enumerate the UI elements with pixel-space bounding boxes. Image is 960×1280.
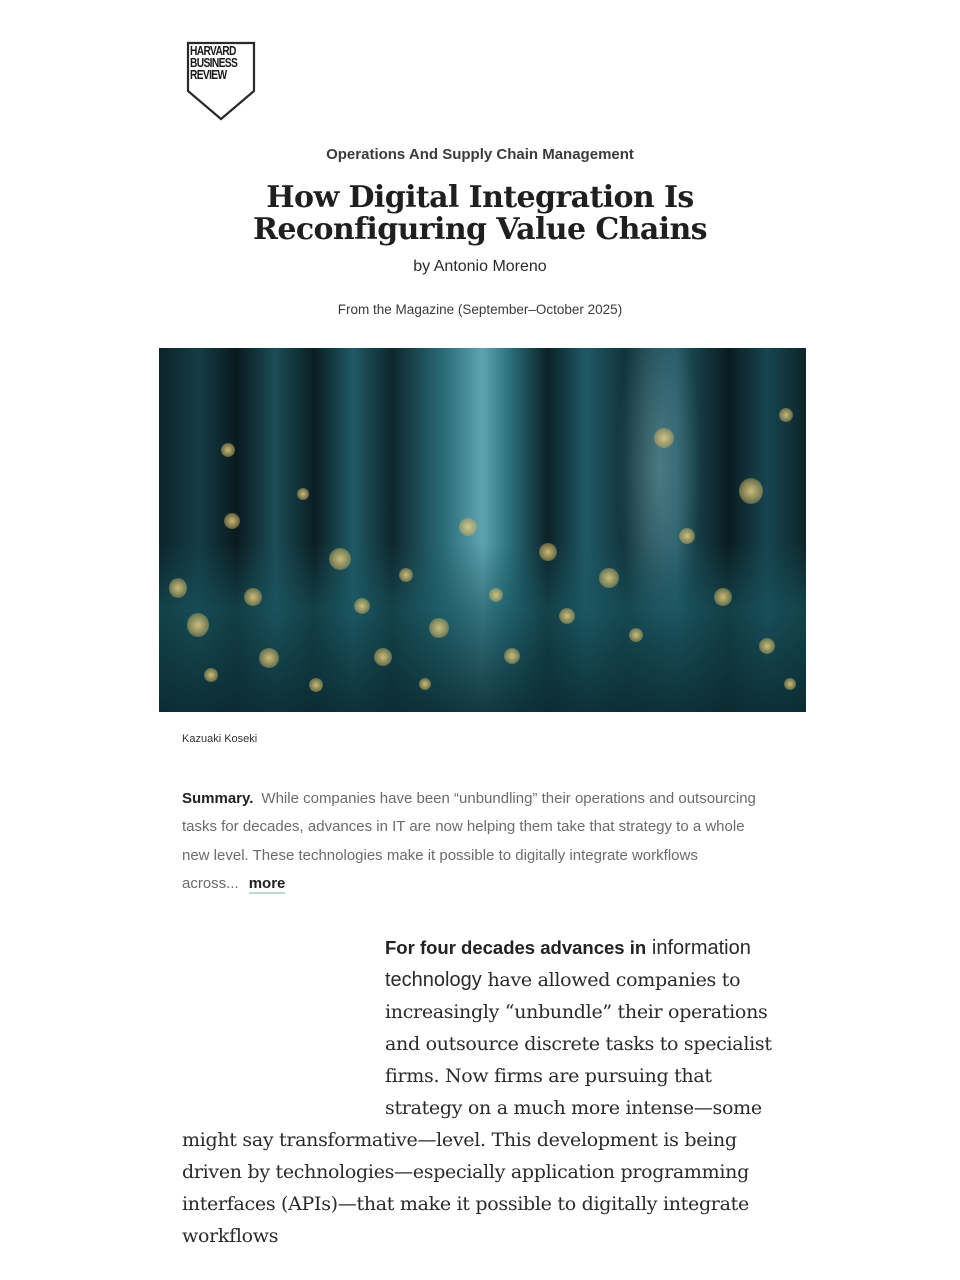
article-summary bbox=[182, 785, 762, 898]
article-title bbox=[0, 182, 960, 246]
bokeh-light bbox=[504, 648, 520, 664]
bokeh-light bbox=[714, 588, 732, 606]
bokeh-light bbox=[599, 568, 619, 588]
summary-text: While companies have been “unbundling” their operations and outsourcing tasks for decades, advances in IT are now helping them take that strategy to a whole new level. These technologies make it possible to digitally integrate workflows across... bbox=[182, 790, 756, 892]
body-indent-spacer bbox=[182, 932, 385, 1124]
logo-line-business: BUSINESS bbox=[190, 56, 238, 70]
bokeh-light bbox=[784, 678, 796, 690]
bokeh-light bbox=[429, 618, 449, 638]
bokeh-light bbox=[309, 678, 323, 692]
hero-foliage bbox=[159, 542, 806, 712]
bokeh-light bbox=[739, 478, 763, 504]
bokeh-light bbox=[169, 578, 187, 598]
bokeh-light bbox=[329, 548, 351, 570]
body-paragraph: have allowed companies to increasingly “unbundle” their operations and outsource discrete tasks to specialist firms. Now firms are pursuing that strategy on a much more intense—some might say transformative—level. This development is being driven by technologies—especially application programming interfaces (APIs)—that make it possible to digitally integrate workflows bbox=[182, 969, 772, 1247]
logo-line-harvard: HARVARD bbox=[190, 44, 236, 58]
summary-label: Summary. bbox=[182, 790, 254, 807]
hbr-logo[interactable] bbox=[186, 41, 256, 121]
magazine-issue: From the Magazine (September–October 2025) bbox=[337, 302, 623, 317]
bokeh-light bbox=[259, 648, 279, 668]
bokeh-light bbox=[297, 488, 309, 500]
bokeh-light bbox=[759, 638, 775, 654]
bokeh-light bbox=[244, 588, 262, 606]
bokeh-light bbox=[419, 678, 431, 690]
topic-link[interactable]: Operations And Supply Chain Management bbox=[326, 146, 634, 163]
bokeh-light bbox=[221, 443, 235, 457]
article-body bbox=[182, 932, 782, 1252]
bokeh-light bbox=[204, 668, 218, 682]
body-lead-bold: For four decades advances in bbox=[385, 937, 647, 958]
bokeh-light bbox=[374, 648, 392, 666]
bokeh-light bbox=[187, 613, 209, 637]
bokeh-light bbox=[679, 528, 695, 544]
logo-wordmark bbox=[190, 45, 241, 81]
summary-more-link[interactable]: more bbox=[248, 874, 286, 892]
hero-image bbox=[159, 348, 806, 712]
bokeh-light bbox=[629, 628, 643, 642]
bokeh-light bbox=[654, 428, 674, 448]
image-credit: Kazuaki Koseki bbox=[182, 733, 258, 745]
author-byline[interactable]: by Antonio Moreno bbox=[413, 258, 547, 275]
bokeh-light bbox=[224, 513, 240, 529]
title-line-2: Reconfiguring Value Chains bbox=[253, 212, 707, 247]
bokeh-light bbox=[489, 588, 503, 602]
bokeh-light bbox=[459, 518, 477, 536]
bokeh-light bbox=[779, 408, 793, 422]
logo-line-review: REVIEW bbox=[190, 68, 227, 82]
bokeh-light bbox=[559, 608, 575, 624]
bokeh-light bbox=[399, 568, 413, 582]
bokeh-light bbox=[539, 543, 557, 561]
title-line-1: How Digital Integration Is bbox=[266, 180, 694, 215]
bokeh-light bbox=[354, 598, 370, 614]
body-lead-light: information technology bbox=[385, 937, 751, 991]
